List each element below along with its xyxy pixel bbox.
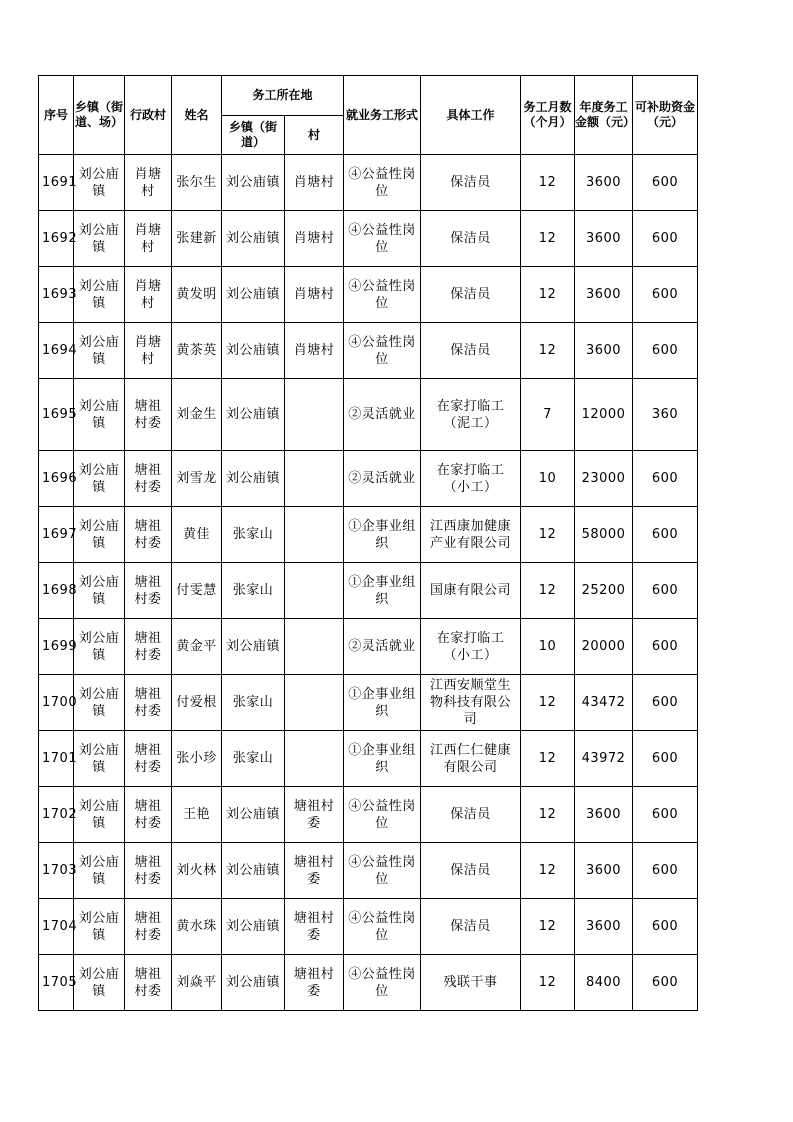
cell-job: 国康有限公司 <box>421 563 521 619</box>
cell-town: 刘公庙镇 <box>74 563 125 619</box>
cell-village: 肖塘村 <box>125 267 172 323</box>
cell-workplace-town: 刘公庙镇 <box>222 451 285 507</box>
cell-workplace-village <box>285 731 344 787</box>
cell-months: 12 <box>521 899 575 955</box>
cell-name: 付爱根 <box>172 675 222 731</box>
cell-workplace-village: 肖塘村 <box>285 323 344 379</box>
cell-income: 23000 <box>575 451 633 507</box>
cell-village: 塘祖村委 <box>125 619 172 675</box>
cell-job: 保洁员 <box>421 267 521 323</box>
cell-workplace-village <box>285 507 344 563</box>
cell-town: 刘公庙镇 <box>74 675 125 731</box>
cell-job: 保洁员 <box>421 155 521 211</box>
header-income: 年度务工金额（元） <box>575 76 633 155</box>
cell-name: 黄发明 <box>172 267 222 323</box>
cell-town: 刘公庙镇 <box>74 619 125 675</box>
cell-job: 江西康加健康产业有限公司 <box>421 507 521 563</box>
table-body <box>39 155 698 1011</box>
cell-village: 塘祖村委 <box>125 731 172 787</box>
cell-job: 残联干事 <box>421 955 521 1011</box>
cell-seq: 1697 <box>39 507 74 563</box>
cell-village: 塘祖村委 <box>125 451 172 507</box>
cell-seq: 1691 <box>39 155 74 211</box>
cell-town: 刘公庙镇 <box>74 731 125 787</box>
cell-workplace-town: 张家山 <box>222 563 285 619</box>
cell-workplace-town: 张家山 <box>222 731 285 787</box>
cell-town: 刘公庙镇 <box>74 323 125 379</box>
cell-name: 刘火林 <box>172 843 222 899</box>
cell-months: 12 <box>521 507 575 563</box>
cell-name: 王艳 <box>172 787 222 843</box>
cell-name: 张尔生 <box>172 155 222 211</box>
cell-workplace-village <box>285 451 344 507</box>
cell-subsidy: 600 <box>633 731 698 787</box>
cell-seq: 1700 <box>39 675 74 731</box>
cell-name: 刘焱平 <box>172 955 222 1011</box>
cell-income: 25200 <box>575 563 633 619</box>
table-row <box>39 379 698 451</box>
cell-job: 保洁员 <box>421 843 521 899</box>
cell-form: ①企事业组织 <box>344 507 421 563</box>
cell-workplace-town: 刘公庙镇 <box>222 323 285 379</box>
cell-name: 黄茶英 <box>172 323 222 379</box>
cell-form: ①企事业组织 <box>344 563 421 619</box>
cell-subsidy: 600 <box>633 323 698 379</box>
cell-workplace-village <box>285 563 344 619</box>
cell-town: 刘公庙镇 <box>74 843 125 899</box>
cell-form: ④公益性岗位 <box>344 267 421 323</box>
cell-job: 保洁员 <box>421 323 521 379</box>
cell-months: 12 <box>521 843 575 899</box>
cell-town: 刘公庙镇 <box>74 211 125 267</box>
cell-subsidy: 600 <box>633 619 698 675</box>
cell-subsidy: 600 <box>633 507 698 563</box>
header-workplace-village: 村 <box>285 116 344 155</box>
cell-workplace-town: 张家山 <box>222 507 285 563</box>
table-row <box>39 899 698 955</box>
table-row <box>39 843 698 899</box>
cell-form: ②灵活就业 <box>344 379 421 451</box>
cell-town: 刘公庙镇 <box>74 507 125 563</box>
cell-seq: 1701 <box>39 731 74 787</box>
cell-months: 12 <box>521 787 575 843</box>
cell-job: 江西安顺堂生物科技有限公司 <box>421 675 521 731</box>
header-form: 就业务工形式 <box>344 76 421 155</box>
cell-village: 塘祖村委 <box>125 379 172 451</box>
cell-months: 12 <box>521 731 575 787</box>
cell-income: 43472 <box>575 675 633 731</box>
cell-income: 3600 <box>575 843 633 899</box>
cell-seq: 1699 <box>39 619 74 675</box>
cell-seq: 1696 <box>39 451 74 507</box>
table-row <box>39 155 698 211</box>
cell-form: ④公益性岗位 <box>344 211 421 267</box>
cell-income: 3600 <box>575 899 633 955</box>
cell-workplace-village: 肖塘村 <box>285 155 344 211</box>
cell-income: 58000 <box>575 507 633 563</box>
cell-name: 张小珍 <box>172 731 222 787</box>
cell-workplace-village: 塘祖村委 <box>285 955 344 1011</box>
cell-village: 塘祖村委 <box>125 507 172 563</box>
cell-form: ④公益性岗位 <box>344 787 421 843</box>
cell-months: 10 <box>521 619 575 675</box>
cell-subsidy: 600 <box>633 899 698 955</box>
cell-workplace-town: 刘公庙镇 <box>222 899 285 955</box>
cell-income: 3600 <box>575 155 633 211</box>
cell-months: 12 <box>521 675 575 731</box>
header-workplace-town: 乡镇（街道） <box>222 116 285 155</box>
cell-form: ②灵活就业 <box>344 619 421 675</box>
cell-form: ④公益性岗位 <box>344 155 421 211</box>
cell-village: 肖塘村 <box>125 211 172 267</box>
cell-village: 塘祖村委 <box>125 955 172 1011</box>
cell-months: 12 <box>521 211 575 267</box>
cell-income: 43972 <box>575 731 633 787</box>
cell-name: 黄佳 <box>172 507 222 563</box>
cell-seq: 1692 <box>39 211 74 267</box>
cell-income: 20000 <box>575 619 633 675</box>
cell-workplace-town: 刘公庙镇 <box>222 843 285 899</box>
cell-job: 保洁员 <box>421 899 521 955</box>
cell-workplace-village: 塘祖村委 <box>285 899 344 955</box>
header-seq: 序号 <box>39 76 74 155</box>
cell-village: 肖塘村 <box>125 155 172 211</box>
cell-income: 12000 <box>575 379 633 451</box>
header-workplace: 务工所在地 <box>222 76 344 116</box>
cell-income: 3600 <box>575 787 633 843</box>
cell-town: 刘公庙镇 <box>74 155 125 211</box>
table-row <box>39 211 698 267</box>
table-row <box>39 267 698 323</box>
cell-name: 刘金生 <box>172 379 222 451</box>
header-name: 姓名 <box>172 76 222 155</box>
header-town: 乡镇（街道、场） <box>74 76 125 155</box>
cell-subsidy: 360 <box>633 379 698 451</box>
cell-income: 3600 <box>575 323 633 379</box>
cell-town: 刘公庙镇 <box>74 267 125 323</box>
header-village: 行政村 <box>125 76 172 155</box>
cell-job: 保洁员 <box>421 211 521 267</box>
cell-months: 10 <box>521 451 575 507</box>
cell-name: 黄金平 <box>172 619 222 675</box>
cell-village: 肖塘村 <box>125 323 172 379</box>
cell-subsidy: 600 <box>633 563 698 619</box>
cell-job: 江西仁仁健康有限公司 <box>421 731 521 787</box>
cell-form: ②灵活就业 <box>344 451 421 507</box>
cell-town: 刘公庙镇 <box>74 899 125 955</box>
cell-workplace-town: 刘公庙镇 <box>222 379 285 451</box>
cell-subsidy: 600 <box>633 955 698 1011</box>
header-subsidy: 可补助资金（元） <box>633 76 698 155</box>
cell-workplace-town: 刘公庙镇 <box>222 955 285 1011</box>
cell-workplace-town: 刘公庙镇 <box>222 619 285 675</box>
cell-months: 12 <box>521 563 575 619</box>
cell-seq: 1703 <box>39 843 74 899</box>
cell-subsidy: 600 <box>633 155 698 211</box>
cell-form: ④公益性岗位 <box>344 843 421 899</box>
cell-workplace-village <box>285 379 344 451</box>
cell-subsidy: 600 <box>633 211 698 267</box>
table-row <box>39 787 698 843</box>
cell-seq: 1693 <box>39 267 74 323</box>
cell-income: 8400 <box>575 955 633 1011</box>
table-row <box>39 955 698 1011</box>
cell-job: 保洁员 <box>421 787 521 843</box>
cell-months: 12 <box>521 155 575 211</box>
cell-income: 3600 <box>575 211 633 267</box>
cell-village: 塘祖村委 <box>125 787 172 843</box>
cell-town: 刘公庙镇 <box>74 451 125 507</box>
cell-seq: 1695 <box>39 379 74 451</box>
cell-workplace-town: 刘公庙镇 <box>222 211 285 267</box>
cell-workplace-village: 塘祖村委 <box>285 787 344 843</box>
cell-form: ④公益性岗位 <box>344 899 421 955</box>
cell-workplace-town: 张家山 <box>222 675 285 731</box>
cell-workplace-village <box>285 675 344 731</box>
table-row <box>39 731 698 787</box>
table-row <box>39 451 698 507</box>
cell-job: 在家打临工（泥工） <box>421 379 521 451</box>
cell-name: 付雯慧 <box>172 563 222 619</box>
cell-subsidy: 600 <box>633 451 698 507</box>
header-job: 具体工作 <box>421 76 521 155</box>
cell-job: 在家打临工（小工） <box>421 451 521 507</box>
cell-workplace-town: 刘公庙镇 <box>222 787 285 843</box>
cell-town: 刘公庙镇 <box>74 379 125 451</box>
cell-village: 塘祖村委 <box>125 563 172 619</box>
cell-months: 12 <box>521 267 575 323</box>
cell-name: 张建新 <box>172 211 222 267</box>
header-months: 务工月数（个月） <box>521 76 575 155</box>
cell-form: ①企事业组织 <box>344 731 421 787</box>
cell-workplace-village: 肖塘村 <box>285 267 344 323</box>
cell-months: 12 <box>521 955 575 1011</box>
cell-village: 塘祖村委 <box>125 843 172 899</box>
cell-subsidy: 600 <box>633 267 698 323</box>
employment-subsidy-table <box>38 75 698 1011</box>
cell-name: 刘雪龙 <box>172 451 222 507</box>
table-row <box>39 675 698 731</box>
cell-village: 塘祖村委 <box>125 675 172 731</box>
cell-job: 在家打临工（小工） <box>421 619 521 675</box>
cell-months: 12 <box>521 323 575 379</box>
cell-seq: 1705 <box>39 955 74 1011</box>
cell-subsidy: 600 <box>633 787 698 843</box>
cell-workplace-village: 肖塘村 <box>285 211 344 267</box>
cell-workplace-town: 刘公庙镇 <box>222 267 285 323</box>
cell-seq: 1698 <box>39 563 74 619</box>
cell-subsidy: 600 <box>633 675 698 731</box>
cell-form: ①企事业组织 <box>344 675 421 731</box>
table-row <box>39 323 698 379</box>
cell-town: 刘公庙镇 <box>74 955 125 1011</box>
cell-seq: 1694 <box>39 323 74 379</box>
table-row <box>39 507 698 563</box>
cell-form: ④公益性岗位 <box>344 323 421 379</box>
cell-name: 黄水珠 <box>172 899 222 955</box>
table-row <box>39 563 698 619</box>
cell-town: 刘公庙镇 <box>74 787 125 843</box>
table-header <box>39 76 698 155</box>
cell-workplace-town: 刘公庙镇 <box>222 155 285 211</box>
cell-form: ④公益性岗位 <box>344 955 421 1011</box>
cell-subsidy: 600 <box>633 843 698 899</box>
cell-seq: 1704 <box>39 899 74 955</box>
cell-months: 7 <box>521 379 575 451</box>
cell-workplace-village: 塘祖村委 <box>285 843 344 899</box>
table-row <box>39 619 698 675</box>
cell-workplace-village <box>285 619 344 675</box>
cell-village: 塘祖村委 <box>125 899 172 955</box>
cell-seq: 1702 <box>39 787 74 843</box>
cell-income: 3600 <box>575 267 633 323</box>
